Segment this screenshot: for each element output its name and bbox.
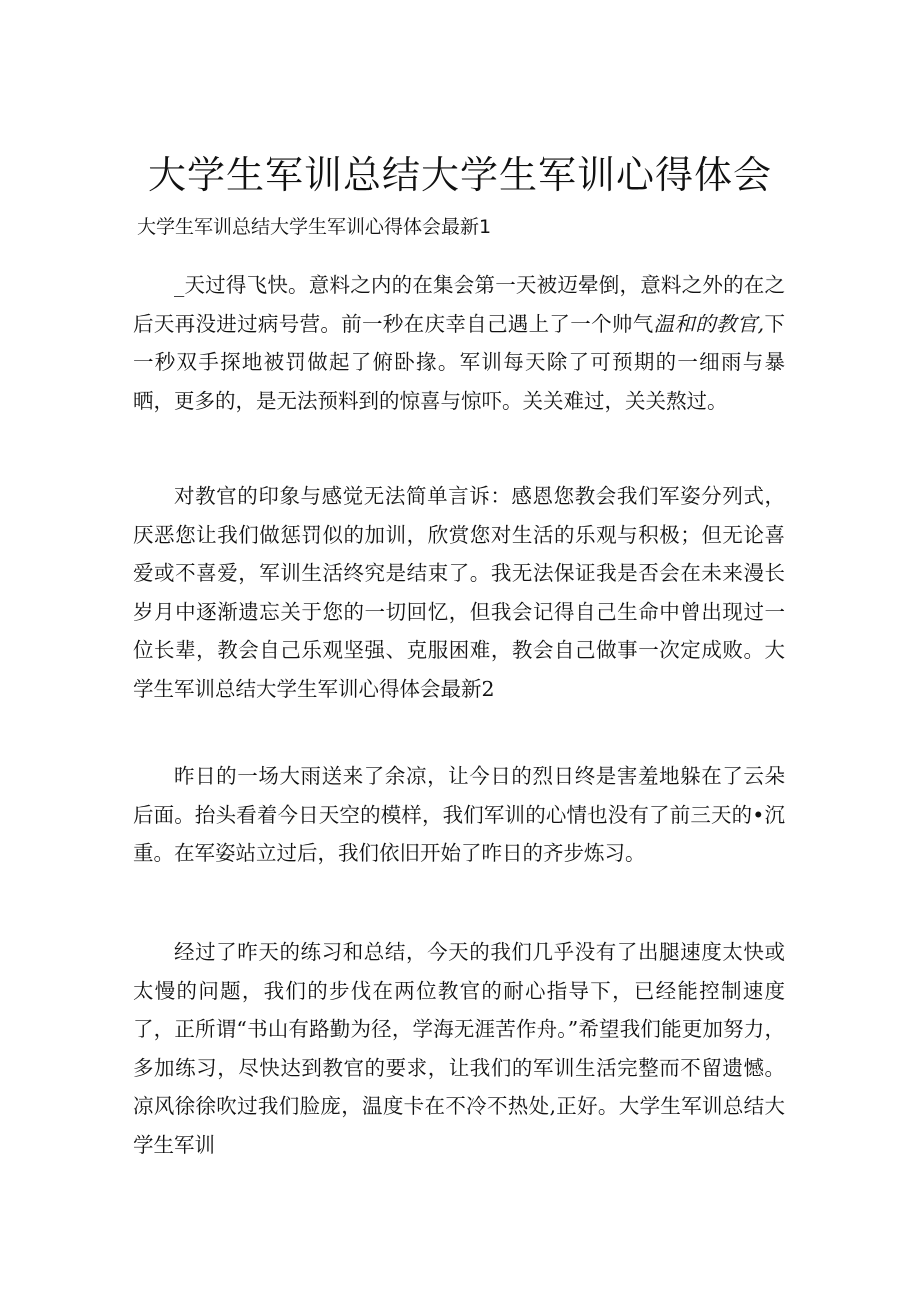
paragraph-1-text-end: 下一秒双手探地被罚做起了俯卧掾。军训每天除了可预期的一细雨与暴晒，更多的，是无法预料到的惊喜与惊吓。关关难过，关关熬过。	[133, 311, 785, 413]
paragraph-4: 经过了昨天的练习和总结，今天的我们几乎没有了出腿速度太快或太慢的问题，我们的步伐在两位教官的耐心指导下，已经能控制速度了，正所谓“书山有路勤为径，学海无涯苦作舟。”希望我们能更加努力，多加练习，尽快达到教官的要求，让我们的军训生活完整而不留遗憾。凉风徐徐吹过我们脸庞，温度卡在不冷不热处,正好。大学生军训总结大学生军训	[133, 940, 785, 1157]
paragraph-1	[133, 266, 785, 420]
paragraph-3: 昨日的一场大雨送来了余凉，让今日的烈日终是害羞地躲在了云朵后面。抬头看着今日天空的模样，我们军训的心情也没有了前三天的•沉重。在军姿站立过后，我们依旧开始了昨日的齐步炼习。	[133, 764, 785, 865]
document-subtitle: 大学生军训总结大学生军训心得体会最新1	[137, 216, 492, 238]
paragraph-1-text-start: _天过得飞快。意料之内的在集会第一天被迈晕倒，意料之外的在之后天再没进过病号营。前一秒在庆幸自己遇上了一个帅气	[133, 273, 785, 336]
paragraph-1-italic-text: 温和的教官,	[653, 311, 765, 336]
paragraph-2: 对教官的印象与感觉无法简单言诉：感恩您教会我们军姿分列式，厌恶您让我们做惩罚似的加训，欣赏您对生活的乐观与积极；但无论喜爱或不喜爱，军训生活终究是结束了。我无法保证我是否会在未来漫长岁月中逐渐遗忘关于您的一切回忆，但我会记得自己生命中曾出现过一位长辈，教会自己乐观坚强、克服困难，教会自己做事一次定成败。大学生军训总结大学生军训心得体会最新2	[133, 484, 785, 701]
document-title: 大学生军训总结大学生军训心得体会	[147, 153, 772, 197]
